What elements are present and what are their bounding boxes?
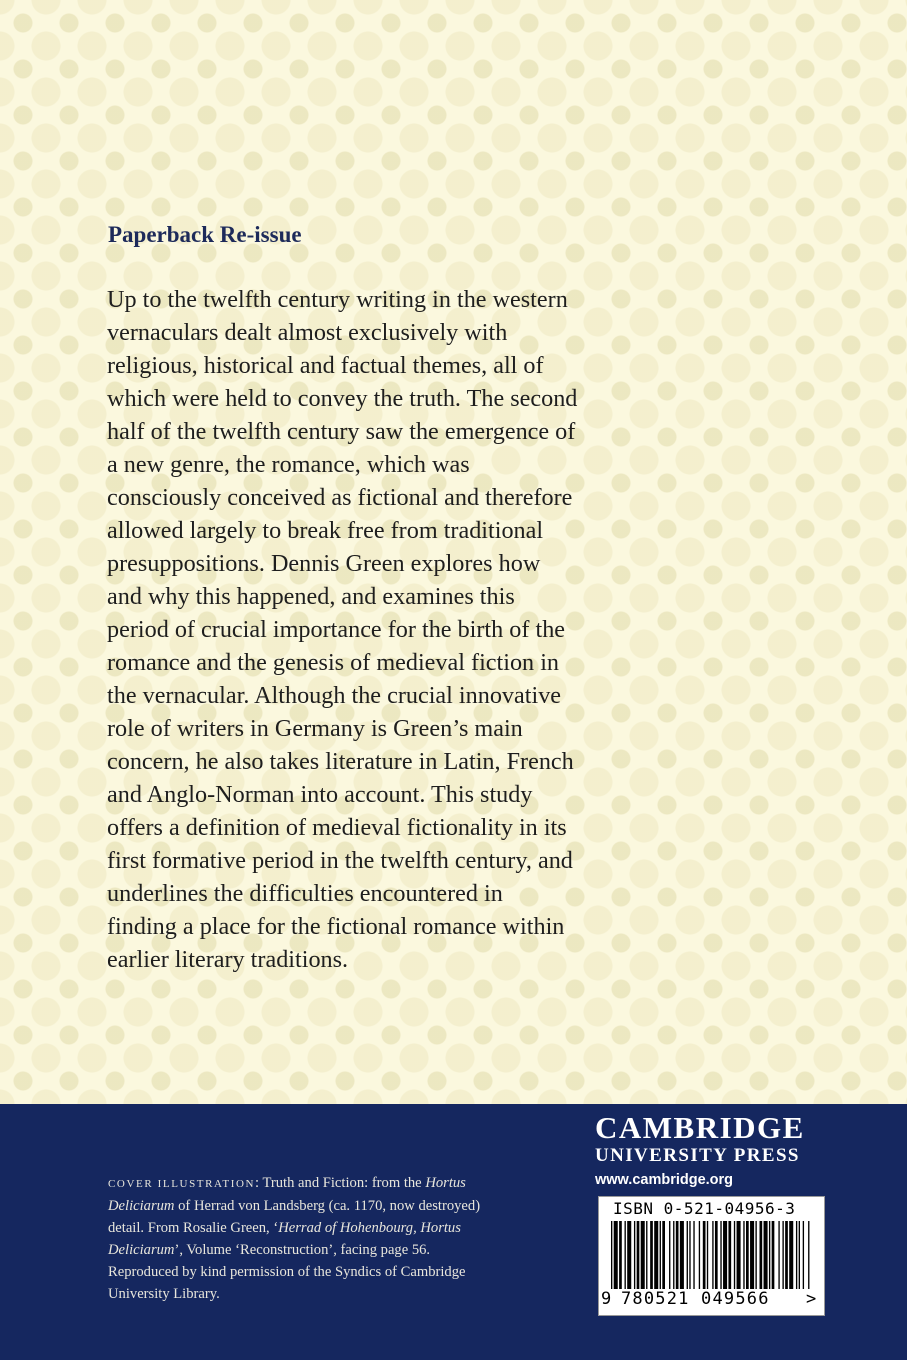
blurb-line: offers a definition of medieval fictionality in its	[107, 814, 567, 841]
cover-illustration-credit	[108, 1172, 528, 1305]
blurb-line: a new genre, the romance, which was	[107, 451, 470, 478]
blurb-line: which were held to convey the truth. The second	[107, 385, 578, 412]
blurb-line: role of writers in Germany is Green’s main	[107, 715, 523, 742]
publisher-subtitle: UNIVERSITY PRESS	[595, 1145, 800, 1166]
barcode-icon	[611, 1221, 811, 1289]
credit-label: COVER ILLUSTRATION	[108, 1178, 256, 1190]
credit-line-1	[108, 1172, 528, 1195]
blurb-line: and Anglo-Norman into account. This study	[107, 781, 533, 808]
credit-line-5: Reproduced by kind permission of the Syndics of Cambridge	[108, 1264, 466, 1280]
blurb-line: first formative period in the twelfth century, and	[107, 847, 573, 874]
blurb-line: romance and the genesis of medieval fiction in	[107, 649, 560, 676]
publisher-logo	[595, 1110, 825, 1188]
blurb-line: allowed largely to break free from traditional	[107, 517, 544, 544]
ean-digits: 780521 049566	[621, 1289, 770, 1309]
blurb-line: concern, he also takes literature in Latin, French	[107, 748, 574, 775]
credit-text: ’, Volume ‘Reconstruction’, facing page 56.	[174, 1242, 431, 1258]
blurb-text	[107, 283, 607, 976]
blurb-line: and why this happened, and examines this	[107, 583, 515, 610]
ean-arrow: >	[806, 1289, 817, 1309]
publisher-name: CAMBRIDGE	[595, 1110, 805, 1145]
blurb-line: religious, historical and factual themes, all of	[107, 352, 544, 379]
blurb-line: half of the twelfth century saw the emergence of	[107, 418, 576, 445]
credit-italic: Deliciarum	[108, 1242, 175, 1258]
blurb-line: vernaculars dealt almost exclusively with	[107, 319, 508, 346]
blurb-line: earlier literary traditions.	[107, 946, 349, 973]
blurb-line: underlines the difficulties encountered in	[107, 880, 503, 907]
credit-line-2	[108, 1195, 528, 1217]
blurb-line: finding a place for the fictional romance within	[107, 913, 565, 940]
ean-first-digit: 9	[601, 1289, 612, 1309]
blurb-line: the vernacular. Although the crucial innovative	[107, 682, 562, 709]
blurb-line: consciously conceived as fictional and therefore	[107, 484, 573, 511]
blurb-line: Up to the twelfth century writing in the western	[107, 286, 568, 313]
credit-italic: Deliciarum	[108, 1198, 175, 1214]
reissue-label: Paperback Re-issue	[108, 222, 302, 247]
credit-text: detail. From Rosalie Green, ‘	[108, 1220, 279, 1236]
credit-line-3	[108, 1217, 528, 1239]
publisher-url: www.cambridge.org	[595, 1172, 734, 1188]
credit-text: of Herrad von Landsberg (ca. 1170, now destroyed)	[174, 1198, 481, 1214]
barcode-block	[598, 1196, 825, 1316]
blurb-line: presuppositions. Dennis Green explores how	[107, 550, 541, 577]
credit-italic: Hortus	[425, 1175, 466, 1191]
credit-text: : Truth and Fiction: from the	[255, 1175, 426, 1191]
isbn-number: ISBN 0-521-04956-3	[613, 1199, 796, 1218]
credit-line-6: University Library.	[108, 1286, 220, 1302]
credit-italic: Herrad of Hohenbourg, Hortus	[278, 1220, 461, 1236]
credit-line-4	[108, 1239, 528, 1261]
blurb-line: period of crucial importance for the birth of the	[107, 616, 566, 643]
